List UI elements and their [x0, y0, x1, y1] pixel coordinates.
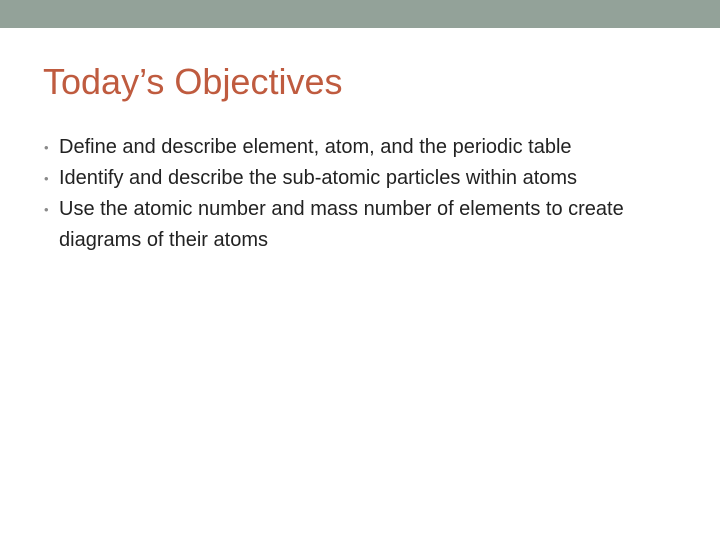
- objective-text: Use the atomic number and mass number of elements to create diagrams of their atoms: [59, 198, 624, 251]
- bullet-icon: •: [44, 171, 49, 186]
- objective-item: [44, 194, 694, 256]
- bullet-icon: •: [44, 202, 49, 217]
- bullet-icon: •: [44, 140, 49, 155]
- objective-text: Identify and describe the sub-atomic particles within atoms: [59, 167, 578, 189]
- slide-title: Today’s Objectives: [43, 61, 343, 102]
- objectives-list: [44, 132, 694, 256]
- top-accent-bar: [0, 0, 720, 28]
- objective-text: Define and describe element, atom, and the periodic table: [59, 136, 572, 158]
- objective-item: [44, 163, 694, 194]
- objective-item: [44, 132, 694, 163]
